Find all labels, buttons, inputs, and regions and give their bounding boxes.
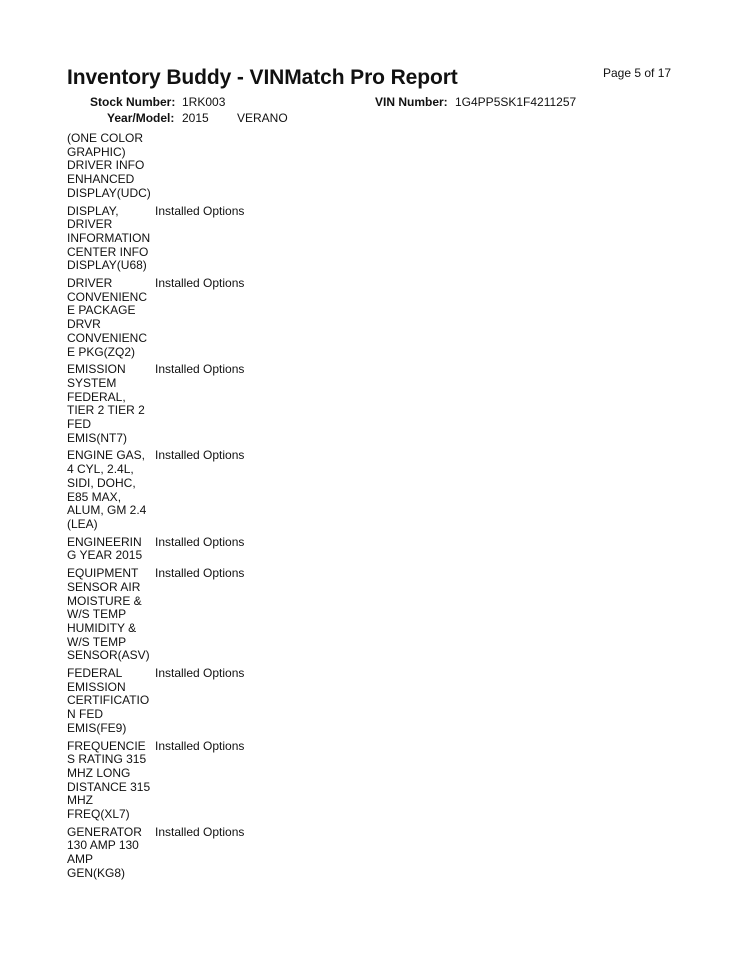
option-description bbox=[67, 667, 155, 736]
option-description-line: FEDERAL bbox=[67, 666, 123, 681]
option-description-line: CONVENIENC bbox=[67, 289, 148, 304]
option-description-line: S RATING 315 bbox=[67, 752, 147, 767]
option-description-line: (ONE COLOR bbox=[67, 131, 144, 145]
option-description-line: GENERATOR bbox=[67, 824, 142, 839]
vin-number-label: VIN Number: bbox=[375, 95, 448, 109]
option-row bbox=[67, 363, 367, 445]
option-description-line: EMISSION bbox=[67, 362, 126, 377]
option-category: Installed Options bbox=[155, 566, 245, 581]
option-description-line: E PKG(ZQ2) bbox=[67, 344, 136, 359]
option-description-line: SIDI, DOHC, bbox=[67, 475, 136, 490]
option-description-line: SENSOR(ASV) bbox=[67, 648, 150, 663]
option-category: Installed Options bbox=[155, 276, 245, 291]
model-value: VERANO bbox=[237, 111, 288, 125]
option-description-line: 130 AMP 130 bbox=[67, 838, 139, 853]
option-description-line: EMISSION bbox=[67, 679, 126, 694]
option-description bbox=[67, 132, 155, 201]
option-description-line: SYSTEM bbox=[67, 375, 117, 390]
option-category: Installed Options bbox=[155, 824, 245, 839]
option-description bbox=[67, 363, 155, 445]
page-number: Page 5 of 17 bbox=[603, 66, 672, 80]
option-description-line: N FED bbox=[67, 707, 103, 722]
option-description-line: DISPLAY(U68) bbox=[67, 258, 147, 273]
option-description bbox=[67, 205, 155, 274]
option-category: Installed Options bbox=[155, 448, 245, 463]
option-description-line: DRVR bbox=[67, 317, 101, 332]
option-description-line: EQUIPMENT bbox=[67, 566, 139, 581]
option-description-line: FREQ(XL7) bbox=[67, 807, 130, 822]
option-description bbox=[67, 740, 155, 822]
option-description-line: W/S TEMP bbox=[67, 607, 127, 622]
option-description-line: INFORMATION bbox=[67, 230, 151, 245]
option-description bbox=[67, 826, 155, 881]
option-row bbox=[67, 740, 367, 822]
option-description-line: GRAPHIC) bbox=[67, 144, 126, 159]
option-description bbox=[67, 536, 155, 563]
option-description-line: DRIVER INFO bbox=[67, 158, 145, 173]
option-description-line: ENHANCED bbox=[67, 172, 135, 187]
option-row bbox=[67, 667, 367, 736]
option-description-line: FED bbox=[67, 417, 91, 432]
option-description-line: ENGINE GAS, bbox=[67, 448, 146, 463]
option-description bbox=[67, 277, 155, 359]
option-row bbox=[67, 536, 367, 563]
year-value: 2015 bbox=[182, 111, 209, 125]
option-description-line: DRIVER bbox=[67, 276, 113, 291]
vin-number-value: 1G4PP5SK1F4211257 bbox=[455, 95, 577, 109]
option-description-line: AMP bbox=[67, 852, 94, 867]
option-description-line: GEN(KG8) bbox=[67, 865, 126, 880]
option-description-line: DISPLAY(UDC) bbox=[67, 185, 151, 200]
option-description-line: CENTER INFO bbox=[67, 244, 149, 259]
option-description-line: E85 MAX, bbox=[67, 489, 122, 504]
option-category: Installed Options bbox=[155, 362, 245, 377]
option-description-line: FREQUENCIE bbox=[67, 738, 146, 753]
option-description-line: ENGINEERIN bbox=[67, 534, 142, 549]
option-category: Installed Options bbox=[155, 666, 245, 681]
option-row bbox=[67, 449, 367, 531]
option-description-line: SENSOR AIR bbox=[67, 579, 141, 594]
option-description-line: (LEA) bbox=[67, 516, 98, 531]
stock-number-label: Stock Number: bbox=[90, 95, 176, 109]
option-description-line: EMIS(FE9) bbox=[67, 720, 127, 735]
option-row bbox=[67, 567, 367, 663]
option-description-line: DRIVER bbox=[67, 217, 113, 232]
option-row bbox=[67, 132, 367, 201]
option-description-line: MHZ LONG bbox=[67, 765, 131, 780]
option-description bbox=[67, 567, 155, 663]
option-description-line: EMIS(NT7) bbox=[67, 430, 127, 445]
option-description-line: TIER 2 TIER 2 bbox=[67, 403, 145, 418]
option-description-line: 4 CYL, 2.4L, bbox=[67, 462, 134, 477]
option-category: Installed Options bbox=[155, 203, 245, 218]
option-description-line: MOISTURE & bbox=[67, 593, 142, 608]
option-description-line: HUMIDITY & bbox=[67, 620, 137, 635]
report-title: Inventory Buddy - VINMatch Pro Report bbox=[67, 66, 458, 89]
option-description-line: G YEAR 2015 bbox=[67, 548, 143, 563]
option-description-line: DISPLAY, bbox=[67, 203, 119, 218]
option-description-line: FEDERAL, bbox=[67, 389, 126, 404]
option-row bbox=[67, 826, 367, 881]
option-category: Installed Options bbox=[155, 738, 245, 753]
option-description-line: MHZ bbox=[67, 793, 93, 808]
year-model-label: Year/Model: bbox=[107, 111, 175, 125]
option-description-line: CERTIFICATIO bbox=[67, 693, 150, 708]
option-description bbox=[67, 449, 155, 531]
option-row bbox=[67, 205, 367, 274]
option-description-line: E PACKAGE bbox=[67, 303, 136, 318]
stock-number-value: 1RK003 bbox=[182, 95, 226, 109]
option-description-line: ALUM, GM 2.4 bbox=[67, 503, 147, 518]
installed-options-list bbox=[67, 132, 367, 885]
option-category: Installed Options bbox=[155, 534, 245, 549]
option-description-line: W/S TEMP bbox=[67, 634, 127, 649]
option-description-line: CONVENIENC bbox=[67, 330, 148, 345]
option-description-line: DISTANCE 315 bbox=[67, 779, 151, 794]
option-row bbox=[67, 277, 367, 359]
